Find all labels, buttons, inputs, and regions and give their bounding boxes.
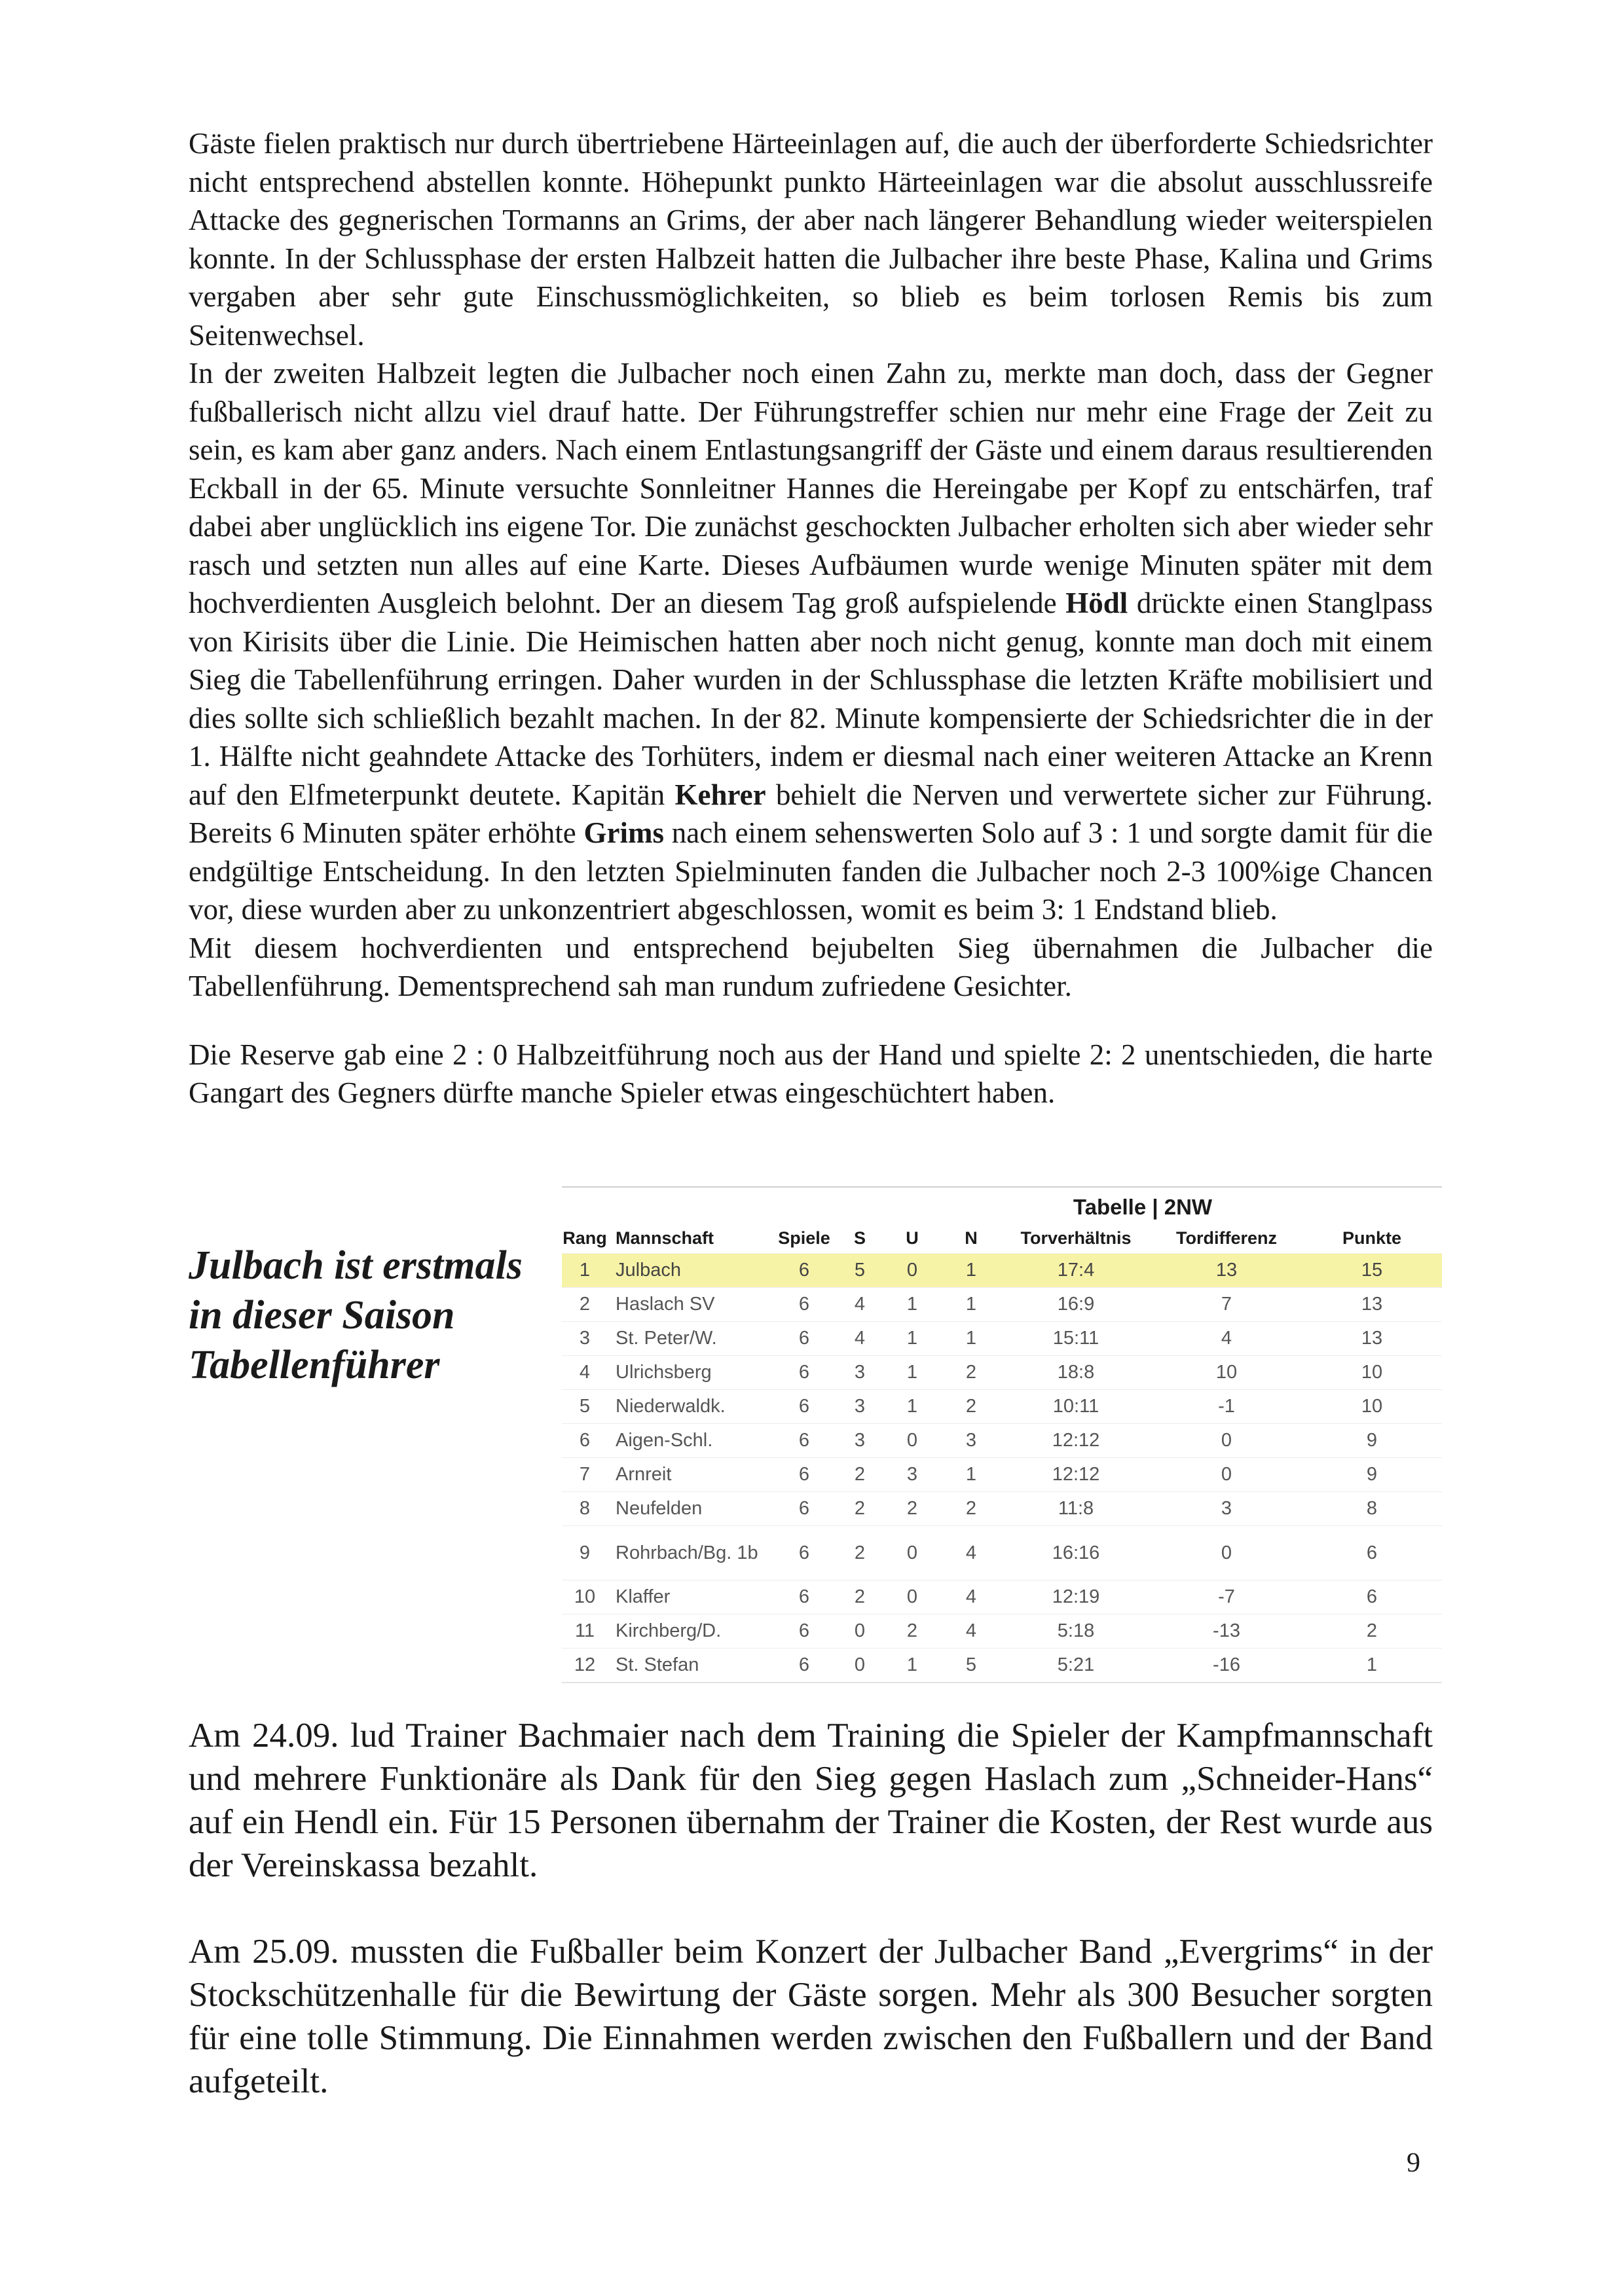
cell-mannschaft: Aigen-Schl. <box>608 1424 771 1458</box>
article-body <box>189 124 1433 1112</box>
cell-torverhaeltnis: 16:16 <box>1001 1526 1151 1580</box>
cell-niederlagen: 1 <box>942 1458 1001 1492</box>
cell-unentschieden: 1 <box>883 1322 942 1356</box>
page-number: 9 <box>1407 2148 1420 2178</box>
table-row <box>562 1356 1442 1390</box>
cell-spiele: 6 <box>771 1288 837 1322</box>
cell-spiele: 6 <box>771 1356 837 1390</box>
text-run: behielt die Nerven und verwertete sicher zur Führung. Bereits 6 Minuten später erhöhte <box>189 778 1433 849</box>
cell-mannschaft: St. Stefan <box>608 1649 771 1683</box>
cell-punkte: 10 <box>1302 1390 1442 1424</box>
cell-niederlagen: 4 <box>942 1526 1001 1580</box>
cell-tordifferenz: 13 <box>1151 1254 1302 1288</box>
table-header-row <box>562 1223 1442 1254</box>
cell-punkte: 13 <box>1302 1322 1442 1356</box>
paragraph-concert: Am 25.09. mussten die Fußballer beim Konzert der Julbacher Band „Evergrims“ in der Stockschützenhalle für die Bewirtung der Gäste sorgen. Mehr als 300 Besucher sorgten für eine tolle Stimmung. Die Einnahmen werden zwischen den Fußballern und der Band aufgeteilt. <box>189 1933 1433 2100</box>
cell-mannschaft: Julbach <box>608 1254 771 1288</box>
table-row <box>562 1580 1442 1614</box>
lower-section <box>189 1714 1433 2146</box>
cell-siege: 4 <box>837 1288 883 1322</box>
cell-punkte: 9 <box>1302 1424 1442 1458</box>
paragraph-first-half: Gäste fielen praktisch nur durch übertriebene Härteeinlagen auf, die auch der überforderte Schiedsrichter nicht entsprechend abstellen konnte. Höhepunkt punkto Härteeinlagen war die absolut ausschlussreife Attacke des gegnerischen Tormanns an Grims, der aber nach längerer Behandlung wieder weiterspielen konnte. In der Schlussphase der ersten Halbzeit hatten die Julbacher ihre beste Phase, Kalina und Grims vergaben aber sehr gute Einschussmöglichkeiten, so blieb es beim torlosen Remis bis zum Seitenwechsel. <box>189 127 1433 352</box>
paragraph-dinner: Am 24.09. lud Trainer Bachmaier nach dem Training die Spieler der Kampfmannschaft und mehrere Funktionäre als Dank für den Sieg gegen Haslach zum „Schneider-Hans“ auf ein Hendl ein. Für 15 Personen übernahm der Trainer die Kosten, der Rest wurde aus der Vereinskassa bezahlt. <box>189 1717 1433 1884</box>
cell-mannschaft: Kirchberg/D. <box>608 1614 771 1649</box>
cell-unentschieden: 0 <box>883 1254 942 1288</box>
cell-torverhaeltnis: 5:21 <box>1001 1649 1151 1683</box>
cell-torverhaeltnis: 12:12 <box>1001 1424 1151 1458</box>
cell-torverhaeltnis: 10:11 <box>1001 1390 1151 1424</box>
cell-spiele: 6 <box>771 1614 837 1649</box>
cell-punkte: 1 <box>1302 1649 1442 1683</box>
cell-spiele: 6 <box>771 1649 837 1683</box>
headline: Julbach ist erstmals in dieser Saison Tabellenführer <box>189 1243 523 1387</box>
cell-siege: 0 <box>837 1649 883 1683</box>
cell-spiele: 6 <box>771 1322 837 1356</box>
cell-torverhaeltnis: 12:12 <box>1001 1458 1151 1492</box>
header-siege: S <box>853 1228 866 1248</box>
cell-rang: 11 <box>562 1614 608 1649</box>
cell-unentschieden: 0 <box>883 1424 942 1458</box>
paragraph-reserve: Die Reserve gab eine 2 : 0 Halbzeitführung noch aus der Hand und spielte 2: 2 unentschieden, die harte Gangart des Gegners dürfte manche Spieler etwas eingeschüchtert haben. <box>189 1038 1433 1109</box>
cell-punkte: 6 <box>1302 1526 1442 1580</box>
table-row <box>562 1288 1442 1322</box>
table-bottom-rule <box>562 1682 1442 1683</box>
cell-unentschieden: 0 <box>883 1580 942 1614</box>
cell-tordifferenz: 3 <box>1151 1492 1302 1526</box>
cell-rang: 9 <box>562 1526 608 1580</box>
cell-unentschieden: 3 <box>883 1458 942 1492</box>
cell-spiele: 6 <box>771 1580 837 1614</box>
table-row <box>562 1458 1442 1492</box>
cell-rang: 5 <box>562 1390 608 1424</box>
cell-spiele: 6 <box>771 1526 837 1580</box>
table-row <box>562 1649 1442 1683</box>
cell-mannschaft: Niederwaldk. <box>608 1390 771 1424</box>
cell-tordifferenz: 0 <box>1151 1526 1302 1580</box>
cell-spiele: 6 <box>771 1424 837 1458</box>
header-torverhaeltnis: Torverhältnis <box>1020 1228 1132 1248</box>
cell-tordifferenz: -7 <box>1151 1580 1302 1614</box>
table-row <box>562 1526 1442 1580</box>
table-row <box>562 1254 1442 1288</box>
table-row <box>562 1614 1442 1649</box>
text-run: drückte einen Stanglpass von Kirisits über die Linie. Die Heimischen hatten aber noch nicht genug, konnte man doch mit einem Sieg die Tabellenführung erringen. Daher wurden in der Schlussphase die letzten Kräfte mobilisiert und dies sollte sich schließlich bezahlt machen. In der 82. Minute kompensierte der Schiedsrichter die in der 1. Hälfte nicht geahndete Attacke des Torhüters, indem er diesmal nach einer weiteren Attacke an Krenn auf den Elfmeterpunkt deutete. Kapitän <box>189 587 1433 811</box>
cell-torverhaeltnis: 17:4 <box>1001 1254 1151 1288</box>
player-name-grims: Grims <box>583 816 665 849</box>
table-row <box>562 1424 1442 1458</box>
cell-tordifferenz: -13 <box>1151 1614 1302 1649</box>
text-run: nach einem sehenswerten Solo auf 3 : 1 und sorgte damit für die endgültige Entscheidung. In den letzten Spielminuten fanden die Julbacher noch 2-3 100%ige Chancen vor, diese wurden aber zu unkonzentriert abgeschlossen, womit es beim 3: 1 Endstand blieb. <box>189 816 1433 926</box>
cell-unentschieden: 2 <box>883 1492 942 1526</box>
cell-niederlagen: 2 <box>942 1390 1001 1424</box>
cell-rang: 6 <box>562 1424 608 1458</box>
cell-rang: 2 <box>562 1288 608 1322</box>
cell-punkte: 6 <box>1302 1580 1442 1614</box>
table-title: Tabelle | 2NW <box>1073 1195 1213 1219</box>
cell-punkte: 2 <box>1302 1614 1442 1649</box>
player-name-hoedl: Hödl <box>1065 587 1128 619</box>
cell-rang: 8 <box>562 1492 608 1526</box>
cell-unentschieden: 0 <box>883 1526 942 1580</box>
cell-siege: 2 <box>837 1580 883 1614</box>
cell-mannschaft: St. Peter/W. <box>608 1322 771 1356</box>
cell-spiele: 6 <box>771 1390 837 1424</box>
cell-spiele: 6 <box>771 1254 837 1288</box>
cell-siege: 3 <box>837 1356 883 1390</box>
cell-rang: 1 <box>562 1254 608 1288</box>
cell-tordifferenz: -16 <box>1151 1649 1302 1683</box>
cell-unentschieden: 1 <box>883 1649 942 1683</box>
cell-tordifferenz: 0 <box>1151 1458 1302 1492</box>
paragraph-second-half <box>189 354 1433 929</box>
standings-table <box>562 1223 1442 1682</box>
cell-siege: 2 <box>837 1458 883 1492</box>
cell-niederlagen: 5 <box>942 1649 1001 1683</box>
table-top-rule <box>562 1186 1442 1188</box>
cell-tordifferenz: 10 <box>1151 1356 1302 1390</box>
cell-niederlagen: 1 <box>942 1254 1001 1288</box>
cell-torverhaeltnis: 16:9 <box>1001 1288 1151 1322</box>
cell-mannschaft: Neufelden <box>608 1492 771 1526</box>
cell-tordifferenz: 7 <box>1151 1288 1302 1322</box>
header-niederlagen: N <box>965 1228 978 1248</box>
cell-siege: 3 <box>837 1390 883 1424</box>
cell-punkte: 15 <box>1302 1254 1442 1288</box>
table-row <box>562 1492 1442 1526</box>
cell-rang: 7 <box>562 1458 608 1492</box>
cell-torverhaeltnis: 15:11 <box>1001 1322 1151 1356</box>
header-tordifferenz: Tordifferenz <box>1176 1228 1277 1248</box>
cell-niederlagen: 1 <box>942 1322 1001 1356</box>
cell-punkte: 9 <box>1302 1458 1442 1492</box>
cell-punkte: 13 <box>1302 1288 1442 1322</box>
cell-siege: 0 <box>837 1614 883 1649</box>
header-unentschieden: U <box>906 1228 919 1248</box>
cell-mannschaft: Klaffer <box>608 1580 771 1614</box>
paragraph-summary: Mit diesem hochverdienten und entsprechend bejubelten Sieg übernahmen die Julbacher die Tabellenführung. Dementsprechend sah man rundum zufriedene Gesichter. <box>189 931 1433 1002</box>
cell-rang: 4 <box>562 1356 608 1390</box>
header-rang: Rang <box>563 1228 607 1248</box>
cell-punkte: 10 <box>1302 1356 1442 1390</box>
cell-tordifferenz: 4 <box>1151 1322 1302 1356</box>
cell-unentschieden: 1 <box>883 1288 942 1322</box>
cell-siege: 2 <box>837 1492 883 1526</box>
cell-siege: 2 <box>837 1526 883 1580</box>
cell-mannschaft: Ulrichsberg <box>608 1356 771 1390</box>
cell-rang: 12 <box>562 1649 608 1683</box>
cell-niederlagen: 1 <box>942 1288 1001 1322</box>
cell-niederlagen: 2 <box>942 1492 1001 1526</box>
text-run: In der zweiten Halbzeit legten die Julbacher noch einen Zahn zu, merkte man doch, dass der Gegner fußballerisch nicht allzu viel drauf hatte. Der Führungstreffer schien nur mehr eine Frage der Zeit zu sein, es kam aber ganz anders. Nach einem Entlastungsangriff der Gäste und einem daraus resultierenden Eckball in der 65. Minute versuchte Sonnleitner Hannes die Hereingabe per Kopf zu entschärfen, traf dabei aber unglücklich ins eigene Tor. Die zunächst geschockten Julbacher erholten sich aber wieder sehr rasch und setzten nun alles auf eine Karte. Dieses Aufbäumen wurde wenige Minuten später mit dem hochverdienten Ausgleich belohnt. Der an diesem Tag groß aufspielende <box>189 357 1433 619</box>
cell-torverhaeltnis: 11:8 <box>1001 1492 1151 1526</box>
league-table <box>562 1186 1442 1683</box>
cell-torverhaeltnis: 12:19 <box>1001 1580 1151 1614</box>
cell-punkte: 8 <box>1302 1492 1442 1526</box>
cell-niederlagen: 4 <box>942 1580 1001 1614</box>
cell-siege: 5 <box>837 1254 883 1288</box>
cell-unentschieden: 1 <box>883 1356 942 1390</box>
table-row <box>562 1322 1442 1356</box>
cell-spiele: 6 <box>771 1492 837 1526</box>
cell-niederlagen: 2 <box>942 1356 1001 1390</box>
cell-torverhaeltnis: 5:18 <box>1001 1614 1151 1649</box>
cell-niederlagen: 3 <box>942 1424 1001 1458</box>
cell-spiele: 6 <box>771 1458 837 1492</box>
cell-rang: 10 <box>562 1580 608 1614</box>
cell-siege: 3 <box>837 1424 883 1458</box>
cell-mannschaft: Rohrbach/Bg. 1b <box>608 1526 771 1580</box>
cell-mannschaft: Arnreit <box>608 1458 771 1492</box>
cell-siege: 4 <box>837 1322 883 1356</box>
cell-mannschaft: Haslach SV <box>608 1288 771 1322</box>
header-spiele: Spiele <box>778 1228 830 1248</box>
cell-unentschieden: 2 <box>883 1614 942 1649</box>
cell-tordifferenz: -1 <box>1151 1390 1302 1424</box>
cell-torverhaeltnis: 18:8 <box>1001 1356 1151 1390</box>
cell-tordifferenz: 0 <box>1151 1424 1302 1458</box>
cell-niederlagen: 4 <box>942 1614 1001 1649</box>
player-name-kehrer: Kehrer <box>674 778 766 811</box>
header-punkte: Punkte <box>1342 1228 1402 1248</box>
cell-rang: 3 <box>562 1322 608 1356</box>
cell-unentschieden: 1 <box>883 1390 942 1424</box>
header-mannschaft: Mannschaft <box>616 1228 714 1248</box>
table-row <box>562 1390 1442 1424</box>
